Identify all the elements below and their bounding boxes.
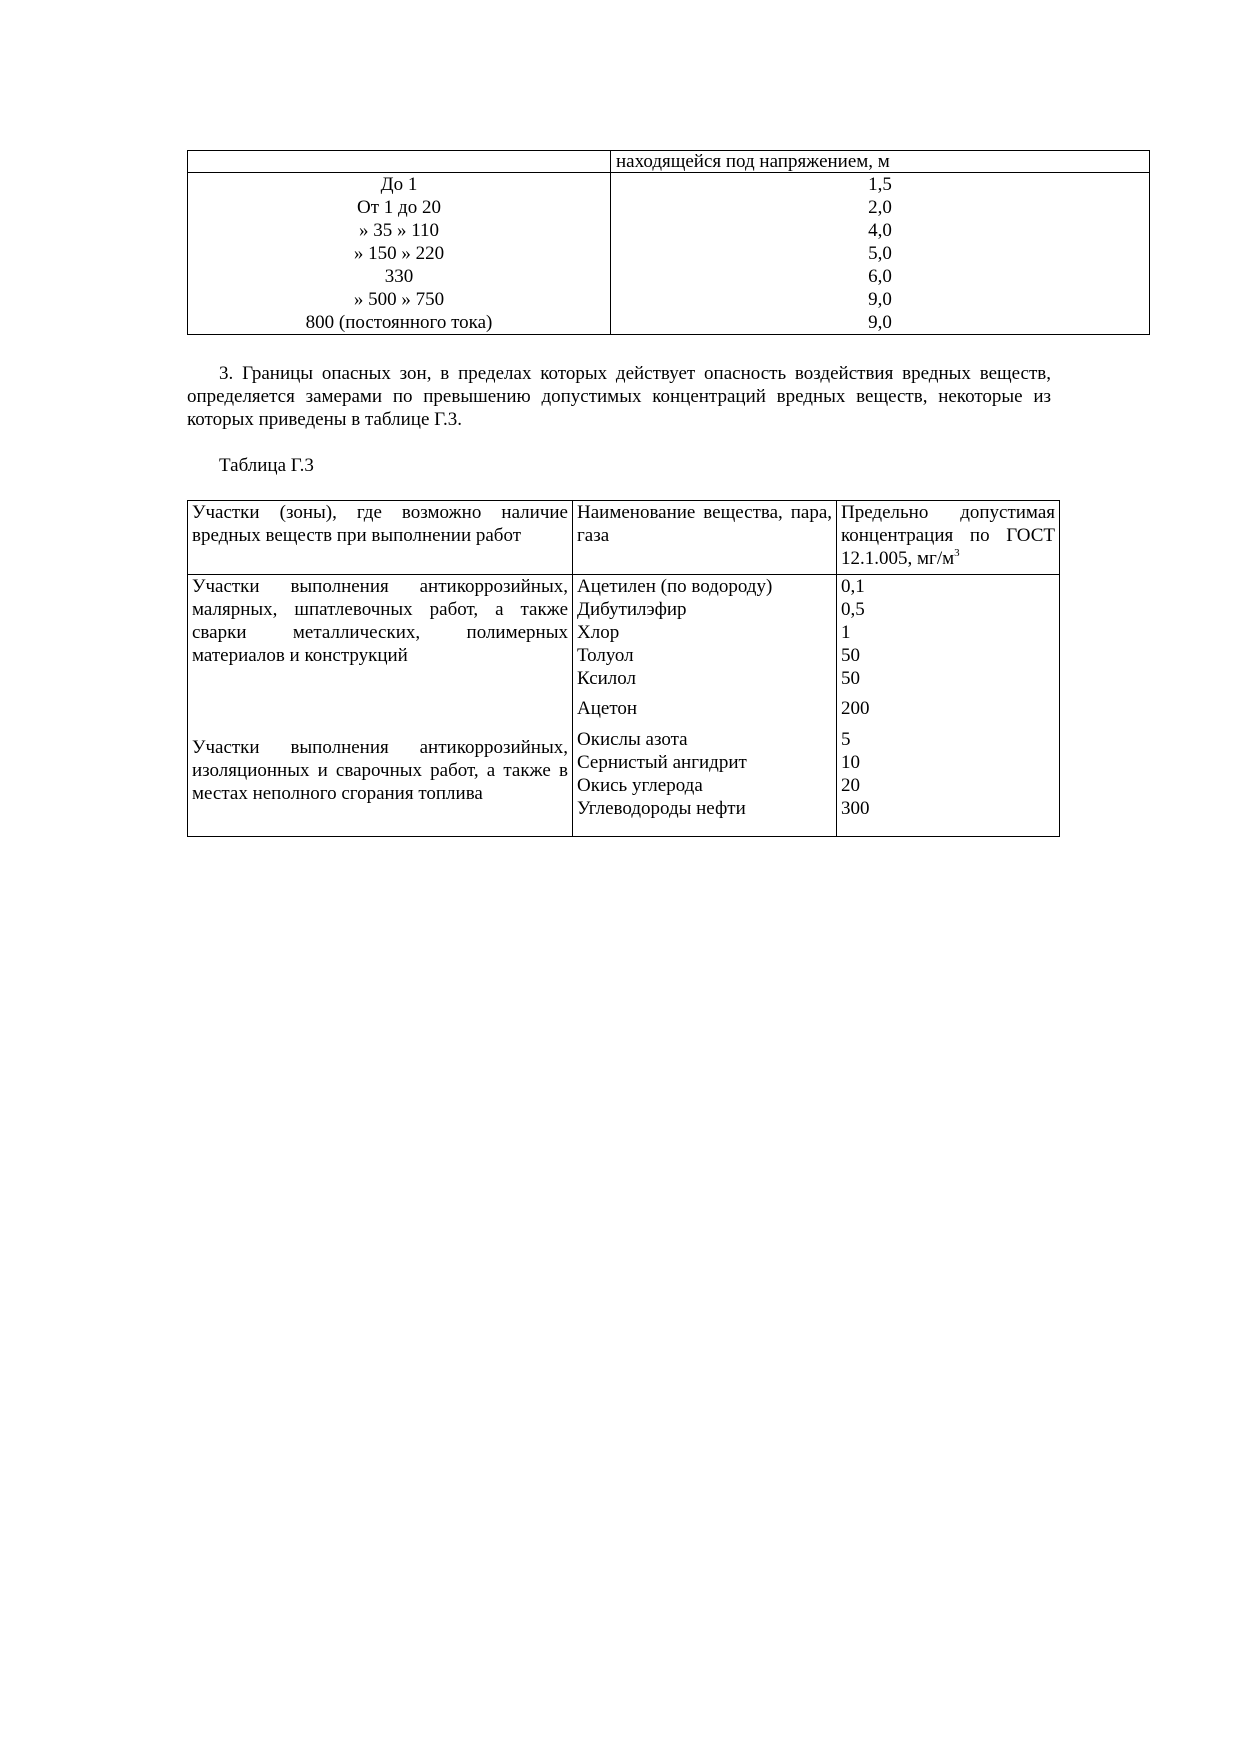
substance-item: Толуол (577, 645, 634, 667)
voltage-value: 800 (постоянного тока) (305, 312, 493, 333)
distance-value: 6,0 (868, 266, 892, 287)
table2-header-row (188, 501, 1060, 575)
header-limit (837, 501, 1060, 575)
voltage-value: 330 (384, 266, 414, 287)
voltage-column (188, 173, 611, 335)
substance-item: Окислы азота (577, 729, 688, 751)
limit-value: 0,5 (841, 599, 865, 621)
group-spacer (577, 720, 832, 728)
limit-column (837, 575, 1060, 837)
substance-item: Ацетон (577, 698, 638, 720)
voltage-value: » 35 » 110 (358, 220, 440, 241)
header-zone: Участки (зоны), где возможно наличие вредных веществ при выполнении работ (188, 501, 573, 575)
limit-value: 200 (841, 698, 870, 720)
group-spacer (841, 720, 1055, 728)
distance-value: 4,0 (868, 220, 892, 241)
table-caption: Таблица Г.3 (219, 455, 314, 476)
limit-value: 10 (841, 752, 860, 774)
distance-value: 1,5 (868, 174, 892, 195)
header-limit-superscript: 3 (954, 547, 960, 559)
limit-value: 1 (841, 622, 851, 644)
harmful-substances-table (187, 500, 1060, 837)
limit-value: 50 (841, 645, 860, 667)
zone-column (188, 575, 573, 837)
table1-header-cell-right: находящейся под напряжением, м (611, 151, 1150, 173)
substance-item: Ксилол (577, 668, 637, 690)
voltage-distance-table (187, 150, 1150, 335)
distance-value: 2,0 (868, 197, 892, 218)
table1-body-row (188, 173, 1150, 335)
distance-value: 9,0 (868, 289, 892, 310)
paragraph-hazard-zones: 3. Границы опасных зон, в пределах которых действует опасность воздействия вредных веществ, определяется замерами по превышению допустимых концентраций вредных веществ, некоторые из которых приведены в таблице Г.3. (187, 363, 1051, 430)
zone-group1: Участки выполнения антикоррозийных, малярных, шпатлевочных работ, а также сварки металлических, полимерных материалов и конструкций (192, 576, 568, 667)
voltage-value: До 1 (380, 174, 418, 195)
distance-value: 9,0 (868, 312, 892, 333)
limit-value: 20 (841, 775, 860, 797)
substance-item: Ацетилен (по водороду) (577, 576, 773, 598)
substance-column (573, 575, 837, 837)
header-substance: Наименование вещества, пара, газа (573, 501, 837, 575)
substance-item: Хлор (577, 622, 620, 644)
voltage-value: От 1 до 20 (357, 197, 441, 218)
zone-group2: Участки выполнения антикоррозийных, изоляционных и сварочных работ, а также в местах неполного сгорания топлива (192, 737, 568, 805)
distance-value: 5,0 (868, 243, 892, 264)
limit-value: 50 (841, 668, 860, 690)
substance-item: Сернистый ангидрит (577, 752, 747, 774)
distance-column (611, 173, 1150, 335)
substance-item: Дибутилэфир (577, 599, 687, 621)
voltage-value: » 150 » 220 (353, 243, 445, 264)
substance-item: Углеводороды нефти (577, 798, 746, 820)
table1-header-cell-left (188, 151, 611, 173)
limit-value: 300 (841, 798, 870, 820)
header-limit-text: Предельно допустимая концентрация по ГОСТ 12.1.005, мг/м (841, 502, 1055, 569)
substance-item: Окись углерода (577, 775, 703, 797)
limit-value: 5 (841, 729, 851, 751)
voltage-value: » 500 » 750 (353, 289, 445, 310)
limit-value: 0,1 (841, 576, 865, 598)
table2-body-row (188, 575, 1060, 837)
table1-header-row (188, 151, 1150, 173)
